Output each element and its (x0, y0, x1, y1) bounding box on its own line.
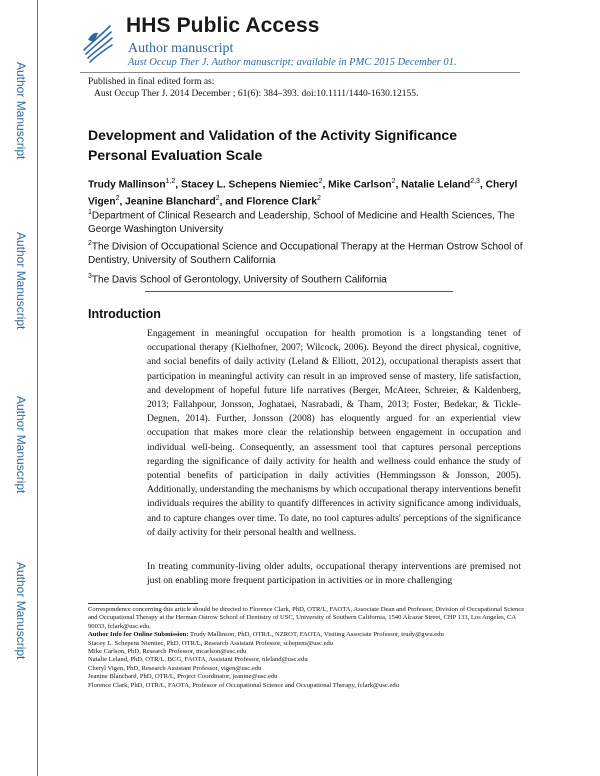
author-separator: , (322, 179, 329, 191)
author-name[interactable]: Natalie Leland (401, 179, 471, 191)
author-name[interactable]: Florence Clark (246, 196, 318, 208)
section-divider (145, 291, 453, 292)
repository-title: HHS Public Access (126, 14, 320, 37)
sidebar-label-2: Author Manuscript (14, 232, 28, 330)
title-line-1: Development and Validation of the Activity Significance (88, 127, 457, 143)
author-contact: Stacey L. Schepens Niemiec, PhD, OTR/L, Research Assistant Professor, schepens@usc.edu (88, 639, 334, 647)
affiliation-3: $^3$The Davis School of Gerontology, University of Southern California (88, 273, 387, 286)
author-name[interactable]: Mike Carlson (328, 179, 392, 191)
affiliation-2: $^2$The Division of Occupational Science and Occupational Therapy at the Herman Ostrow School of Dentistry, University of Southern California (88, 240, 523, 267)
author-affil-sup: 2 (391, 178, 396, 185)
author-contact: Cheryl Vigen, PhD, Research Assistant Professor, vigen@usc.edu (88, 664, 262, 672)
journal-availability: Aust Occup Ther J. Author manuscript; available in PMC 2015 December 01. (128, 57, 457, 68)
sidebar-label-1: Author Manuscript (14, 62, 28, 160)
author-separator: , (479, 179, 486, 191)
author-contact: Mike Carlson, PhD, Research Professor, mcarlson@usc.edu (88, 648, 247, 656)
published-label: Published in final edited form as: (88, 77, 215, 87)
intro-paragraph-2: In treating community-living older adults, occupational therapy interventions are premised not just on enabling more frequent participation in activities or in more challenging (147, 561, 521, 587)
author-name[interactable]: Stacey L. Schepens Niemiec (180, 179, 319, 191)
author-name[interactable]: Cheryl Vigen (88, 179, 518, 208)
sidebar-divider (37, 0, 38, 776)
author-separator: , (175, 179, 181, 191)
author-contact: Florence Clark, PhD, OTR/L, FAOTA, Professor of Occupational Science and Occupational Therapy, fclark@usc.edu (88, 681, 400, 689)
author-affil-sup: 2 (215, 195, 220, 203)
manuscript-label: Author manuscript (128, 41, 234, 56)
title-line-2: Personal Evaluation Scale (88, 147, 263, 163)
author-separator: , (395, 179, 402, 191)
author-contact: Jeanine Blanchard, PhD, OTR/L, Project Coordinator, jeanine@usc.edu (88, 673, 278, 681)
author-affil-sup: 2 (115, 195, 120, 203)
article-title (88, 125, 518, 165)
section-heading: Introduction (88, 307, 161, 321)
author-affil-sup: 1,2 (165, 178, 176, 185)
author-separator: , (119, 196, 126, 208)
footnotes (88, 606, 528, 690)
hhs-eagle-logo-icon (80, 20, 114, 64)
affiliation-1: $^1$Department of Clinical Research and Leadership, School of Medicine and Health Sciences, The George Washington University (88, 209, 515, 236)
author-contact: Natalie Leland, PhD, OTR/L, BCG, FAOTA, Assistant Professor, nleland@usc.edu (88, 656, 308, 664)
author-list (88, 175, 528, 210)
header-rule (80, 72, 520, 73)
author-affil-sup: 2,3 (470, 178, 480, 185)
intro-paragraph-1: Engagement in meaningful occupation for health promotion is a longstanding tenet of occupational therapy (Kielhofner, 2007; Wilcock, 2006). Beyond the direct physical, cognitive, and social benefits of daily activity (Leland & Elliott, 2012), occupational therapists assert that participation in meaningful activity can result in an improved sense of mastery, life satisfaction, and development of hopeful future life narratives (Berger, McAteer, Schreier, & Kaldenberg, 2013; Fallahpour, Jonsson, Joghataei, Nasrabadi, & Tham, 2013; Foster, Bedekar, & Tickle-Degnen, 2014). Further, Jonsson (2008) has eloquently argued for an experiential view occupation that makes more clear the relationship between engagement in occupation and individual well-being. Consequently, an assessment tool that captures personal perceptions regarding the significance of daily activity for health and wellness could enhance the study of potential benefits of participation in daily activities (Hemmingsson & Jonsson, 2005). Additionally, understanding the mechanisms by which occupational therapy interventions benefit individuals requires the ability to quantify differences in activity significance among individuals, and to capture changes over time. To date, no tool captures adults' perceptions of the significance of daily activity for their personal health and wellness. (147, 328, 521, 538)
footnote-rule (88, 603, 198, 604)
correspondence-note: Correspondence concerning this article should be directed to Florence Clark, PhD, OTR/L, FAOTA, Associate Dean and Professor, Division of Occupational Science and Occupational Therapy at the Herman Ostrow School of Dentistry of USC, University of Southern California, 1540 Alcazar Street, CHP 133, Los Angeles, CA 90033, fclark@usc.edu. (88, 606, 525, 630)
sidebar-label-4: Author Manuscript (14, 562, 28, 660)
sidebar-label-3: Author Manuscript (14, 396, 28, 494)
citation[interactable]: Aust Occup Ther J. 2014 December ; 61(6): 384–393. doi:10.1111/1440-1630.12155. (94, 89, 419, 99)
author-name[interactable]: Jeanine Blanchard (125, 196, 216, 208)
author-affil-sup: 2 (318, 178, 323, 185)
online-info: Author Info for Online Submission: Trudy Mallinson, PhD, OTR/L, NZROT, FAOTA, Visiting Associate Professor, trudy@gwu.edu (88, 631, 444, 639)
author-separator: , and (219, 196, 247, 208)
publication-info (88, 76, 418, 100)
author-affil-sup: 2 (317, 195, 321, 203)
author-name[interactable]: Trudy Mallinson (88, 179, 166, 191)
